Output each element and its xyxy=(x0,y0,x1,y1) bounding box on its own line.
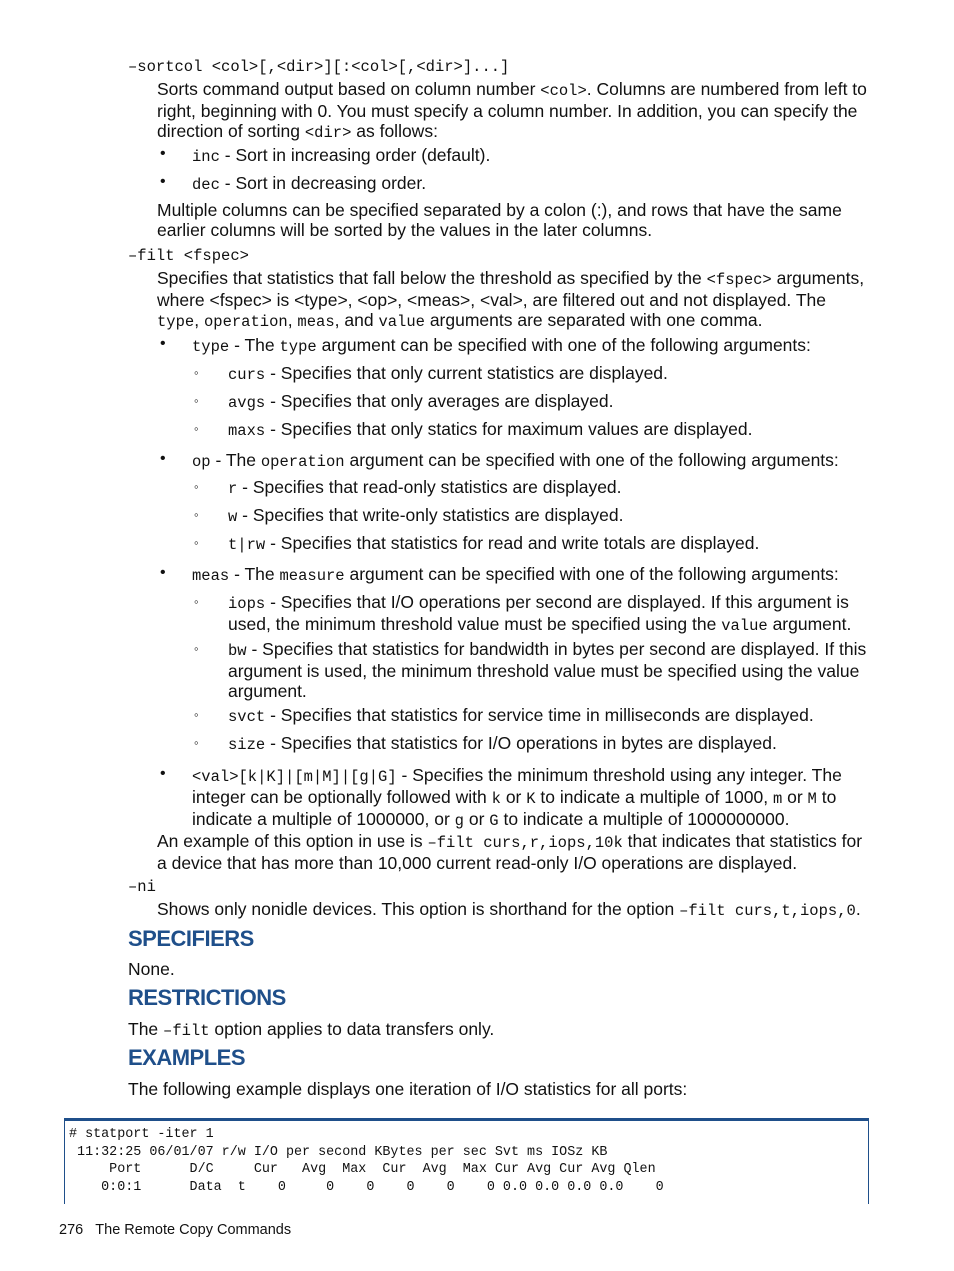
bullet-icon: • xyxy=(160,564,166,581)
list-item-op: op - The operation argument can be specified with one of the following arguments: xyxy=(192,450,839,471)
filt-syntax: –filt <fspec> xyxy=(128,247,249,265)
circle-bullet-icon: ◦ xyxy=(194,393,199,408)
restrictions-text: The –filt option applies to data transfers only. xyxy=(128,1019,495,1040)
examples-heading: EXAMPLES xyxy=(128,1045,246,1070)
filt-description: Specifies that statistics that fall below the threshold as specified by the <fspec> arguments, where <fspec> is <type>, <op>, <meas>, <val>, are filtered out and not displayed. The type, operation, meas, and value arguments are separated with one comma. xyxy=(157,268,865,331)
restrictions-heading: RESTRICTIONS xyxy=(128,985,286,1010)
circle-bullet-icon: ◦ xyxy=(194,365,199,380)
specifiers-text: None. xyxy=(128,959,175,979)
code-line: # statport -iter 1 xyxy=(69,1127,214,1142)
code-line: Port D/C Cur Avg Max Cur Avg Max Cur Avg Cur Avg Qlen xyxy=(69,1162,656,1177)
examples-text: The following example displays one iteration of I/O statistics for all ports: xyxy=(128,1079,688,1099)
circle-bullet-icon: ◦ xyxy=(194,641,199,656)
bullet-icon: • xyxy=(160,173,166,190)
list-item: svct - Specifies that statistics for service time in milliseconds are displayed. xyxy=(228,705,814,726)
circle-bullet-icon: ◦ xyxy=(194,479,199,494)
sortcol-description: Sorts command output based on column number <col>. Columns are numbered from left to right, beginning with 0. You must specify a column number. In addition, you can specify the direction of sorting <dir> as follows: xyxy=(157,79,867,142)
footer-section: The Remote Copy Commands xyxy=(95,1222,292,1238)
circle-bullet-icon: ◦ xyxy=(194,507,199,522)
filt-example: An example of this option in use is –filt curs,r,iops,10k that indicates that statistics for a device that has more than 10,000 current read-only I/O operations are displayed. xyxy=(157,831,863,873)
circle-bullet-icon: ◦ xyxy=(194,421,199,436)
list-item-meas: meas - The measure argument can be specified with one of the following arguments: xyxy=(192,564,839,585)
bullet-icon: • xyxy=(160,765,166,782)
list-item-val: <val>[k|K]|[m|M]|[g|G] - Specifies the minimum threshold using any integer. The integer can be optionally followed with k or K to indicate a multiple of 1000, m or M to indicate a multiple of 1000000, or g or G to indicate a multiple of 1000000000. xyxy=(192,765,842,830)
list-item: bw - Specifies that statistics for bandwidth in bytes per second are displayed. If this argument is used, the minimum threshold value must be specified using the value argument. xyxy=(228,639,867,701)
circle-bullet-icon: ◦ xyxy=(194,735,199,750)
circle-bullet-icon: ◦ xyxy=(194,535,199,550)
list-item: size - Specifies that statistics for I/O operations in bytes are displayed. xyxy=(228,733,777,754)
bullet-icon: • xyxy=(160,450,166,467)
list-item: maxs - Specifies that only statics for maximum values are displayed. xyxy=(228,419,753,440)
page-footer xyxy=(59,1222,291,1238)
list-item: iops - Specifies that I/O operations per second are displayed. If this argument is used, the minimum threshold value must be specified using the value argument. xyxy=(228,592,852,635)
sortcol-note: Multiple columns can be specified separated by a colon (:), and rows that have the same earlier columns will be sorted by the values in the later columns. xyxy=(157,200,842,240)
page-number: 276 xyxy=(59,1222,84,1238)
ni-description: Shows only nonidle devices. This option is shorthand for the option –filt curs,t,iops,0. xyxy=(157,899,861,920)
code-line: 0:0:1 Data t 0 0 0 0 0 0 0.0 0.0 0.0 0.0 0 xyxy=(69,1180,664,1195)
list-item: w - Specifies that write-only statistics are displayed. xyxy=(228,505,624,526)
specifiers-heading: SPECIFIERS xyxy=(128,926,254,951)
bullet-icon: • xyxy=(160,145,166,162)
list-item: inc - Sort in increasing order (default). xyxy=(192,145,491,166)
list-item: dec - Sort in decreasing order. xyxy=(192,173,427,194)
list-item-type: type - The type argument can be specified with one of the following arguments: xyxy=(192,335,811,356)
list-item: r - Specifies that read-only statistics are displayed. xyxy=(228,477,622,498)
list-item: t|rw - Specifies that statistics for read and write totals are displayed. xyxy=(228,533,760,554)
list-item: avgs - Specifies that only averages are displayed. xyxy=(228,391,614,412)
sortcol-syntax: –sortcol <col>[,<dir>][:<col>[,<dir>]...] xyxy=(128,58,510,76)
ni-syntax: –ni xyxy=(128,878,156,896)
bullet-icon: • xyxy=(160,335,166,352)
circle-bullet-icon: ◦ xyxy=(194,594,199,609)
code-line: 11:32:25 06/01/07 r/w I/O per second KBytes per sec Svt ms IOSz KB xyxy=(69,1145,608,1160)
circle-bullet-icon: ◦ xyxy=(194,707,199,722)
list-item: curs - Specifies that only current statistics are displayed. xyxy=(228,363,668,384)
